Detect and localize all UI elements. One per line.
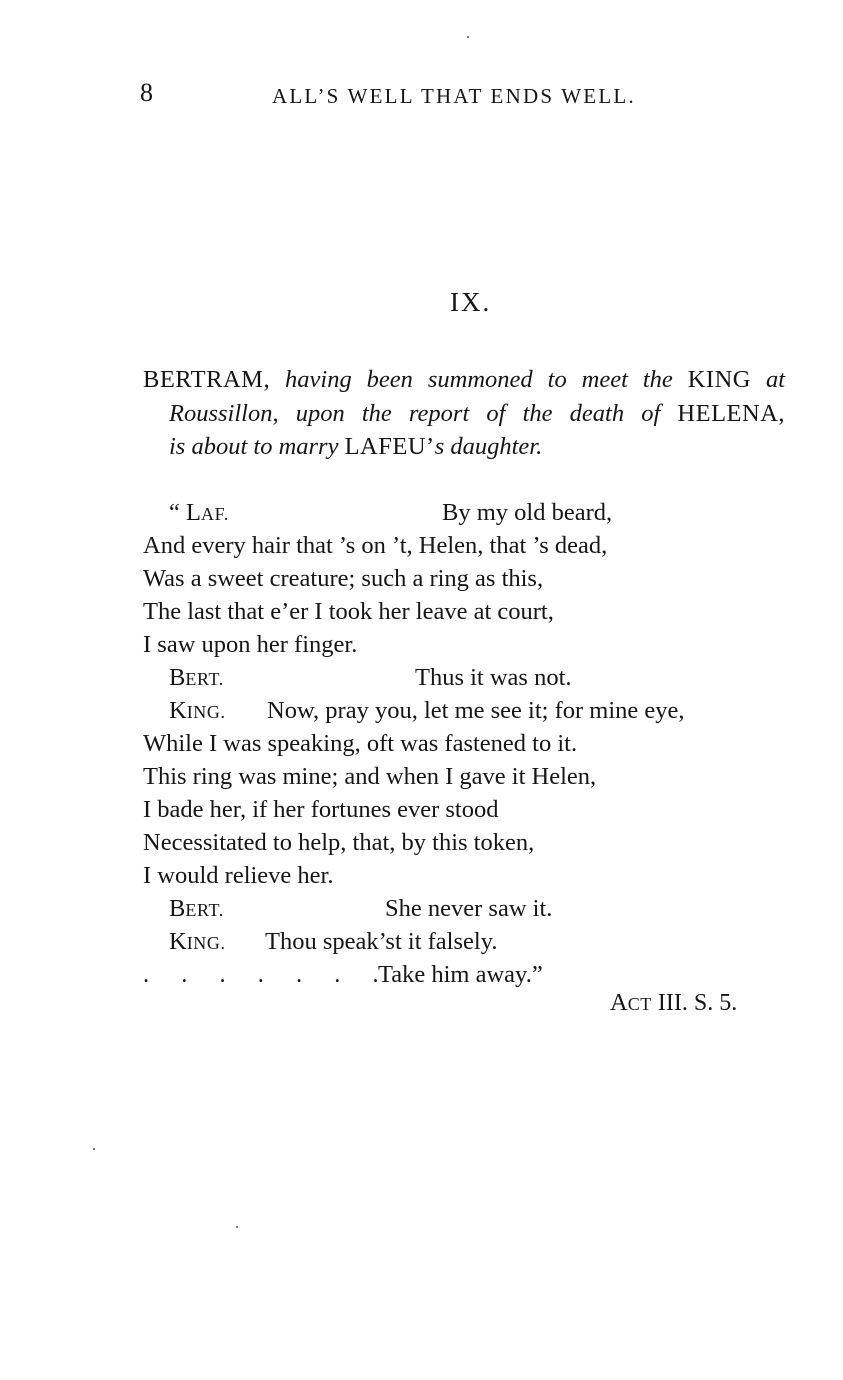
speaker-initial: K <box>169 928 187 955</box>
verse-line <box>143 661 793 694</box>
argument-line-3 <box>143 430 785 464</box>
verse-text: I bade her, if her fortunes ever stood <box>143 796 499 823</box>
section-numeral: IX. <box>450 287 492 317</box>
speaker-king <box>169 925 226 960</box>
argument-phrase: at <box>765 366 785 393</box>
argument-phrase: is about to marry <box>169 433 339 460</box>
speaker-rest: ING. <box>186 702 226 722</box>
verse-line <box>143 595 793 628</box>
verse-line <box>143 529 793 562</box>
page-number: 8 <box>140 78 153 107</box>
speaker-initial: L <box>186 499 201 526</box>
citation-rest: CT <box>627 994 652 1014</box>
citation-initial: A <box>610 989 628 1016</box>
verse-text: Thou speak’st it falsely. <box>265 928 498 955</box>
character-bertram: BERTRAM, <box>143 366 271 393</box>
verse-text: I would relieve her. <box>143 862 334 889</box>
verse-text: Thus it was not. <box>415 664 572 691</box>
dialogue-quotation <box>143 496 793 991</box>
verse-text: Now, pray you, let me see it; for mine eye, <box>267 697 685 724</box>
speaker-rest: ING. <box>186 933 226 953</box>
argument-phrase: upon the report of the death of <box>295 399 661 427</box>
act-scene-citation <box>610 988 737 1019</box>
verse-line <box>143 793 793 826</box>
verse-line <box>143 958 793 991</box>
verse-text: She never saw it. <box>385 895 553 922</box>
speaker-rest: ERT. <box>185 669 224 689</box>
speaker-initial: B <box>169 664 186 691</box>
speaker-initial: B <box>169 895 186 922</box>
argument-line-2 <box>143 397 785 431</box>
verse-text: By my old beard, <box>442 499 613 526</box>
verse-text: Necessitated to help, that, by this token, <box>143 829 535 856</box>
running-title: ALL’S WELL THAT ENDS WELL. <box>272 84 636 108</box>
verse-line <box>143 892 793 925</box>
verse-text: And every hair that ’s on ’t, Helen, that ’s dead, <box>143 532 608 559</box>
verse-line <box>143 826 793 859</box>
verse-text: Take him away.” <box>378 961 543 988</box>
verse-line <box>143 628 793 661</box>
paper-speck <box>236 1226 238 1228</box>
verse-line <box>143 694 793 727</box>
speaker-king <box>169 694 226 729</box>
verse-text: I saw upon her finger. <box>143 631 358 658</box>
verse-line <box>143 496 793 529</box>
speaker-bertram <box>169 892 224 927</box>
speaker-initial: K <box>169 697 187 724</box>
speaker-rest: ERT. <box>185 900 224 920</box>
verse-text: The last that e’er I took her leave at court, <box>143 598 554 625</box>
verse-text: Was a sweet creature; such a ring as this, <box>143 565 544 592</box>
verse-text: While I was speaking, oft was fastened to it. <box>143 730 578 757</box>
speaker-rest: AF. <box>200 504 229 524</box>
argument-phrase: having been summoned to meet the <box>285 366 673 393</box>
citation-reference: III. S. 5. <box>657 990 738 1016</box>
paper-speck <box>93 1148 95 1150</box>
verse-line <box>143 859 793 892</box>
ellipsis-dots: . . . . . . . <box>143 961 392 988</box>
verse-line <box>143 925 793 958</box>
argument-summary <box>143 363 785 464</box>
character-helena: HELENA, <box>677 399 786 427</box>
open-quote: “ <box>169 499 180 526</box>
verse-text: This ring was mine; and when I gave it Helen, <box>143 763 597 790</box>
verse-line <box>143 760 793 793</box>
character-lafeu: LAFEU’ <box>344 433 435 460</box>
speaker-bertram <box>169 661 224 696</box>
character-king: KING <box>687 366 751 393</box>
place-roussillon: Roussillon, <box>169 399 279 427</box>
speaker-lafeu <box>169 496 229 531</box>
verse-line <box>143 727 793 760</box>
paper-speck <box>467 36 469 38</box>
verse-line <box>143 562 793 595</box>
argument-line-1 <box>143 363 785 397</box>
argument-phrase: s daughter. <box>434 433 543 460</box>
